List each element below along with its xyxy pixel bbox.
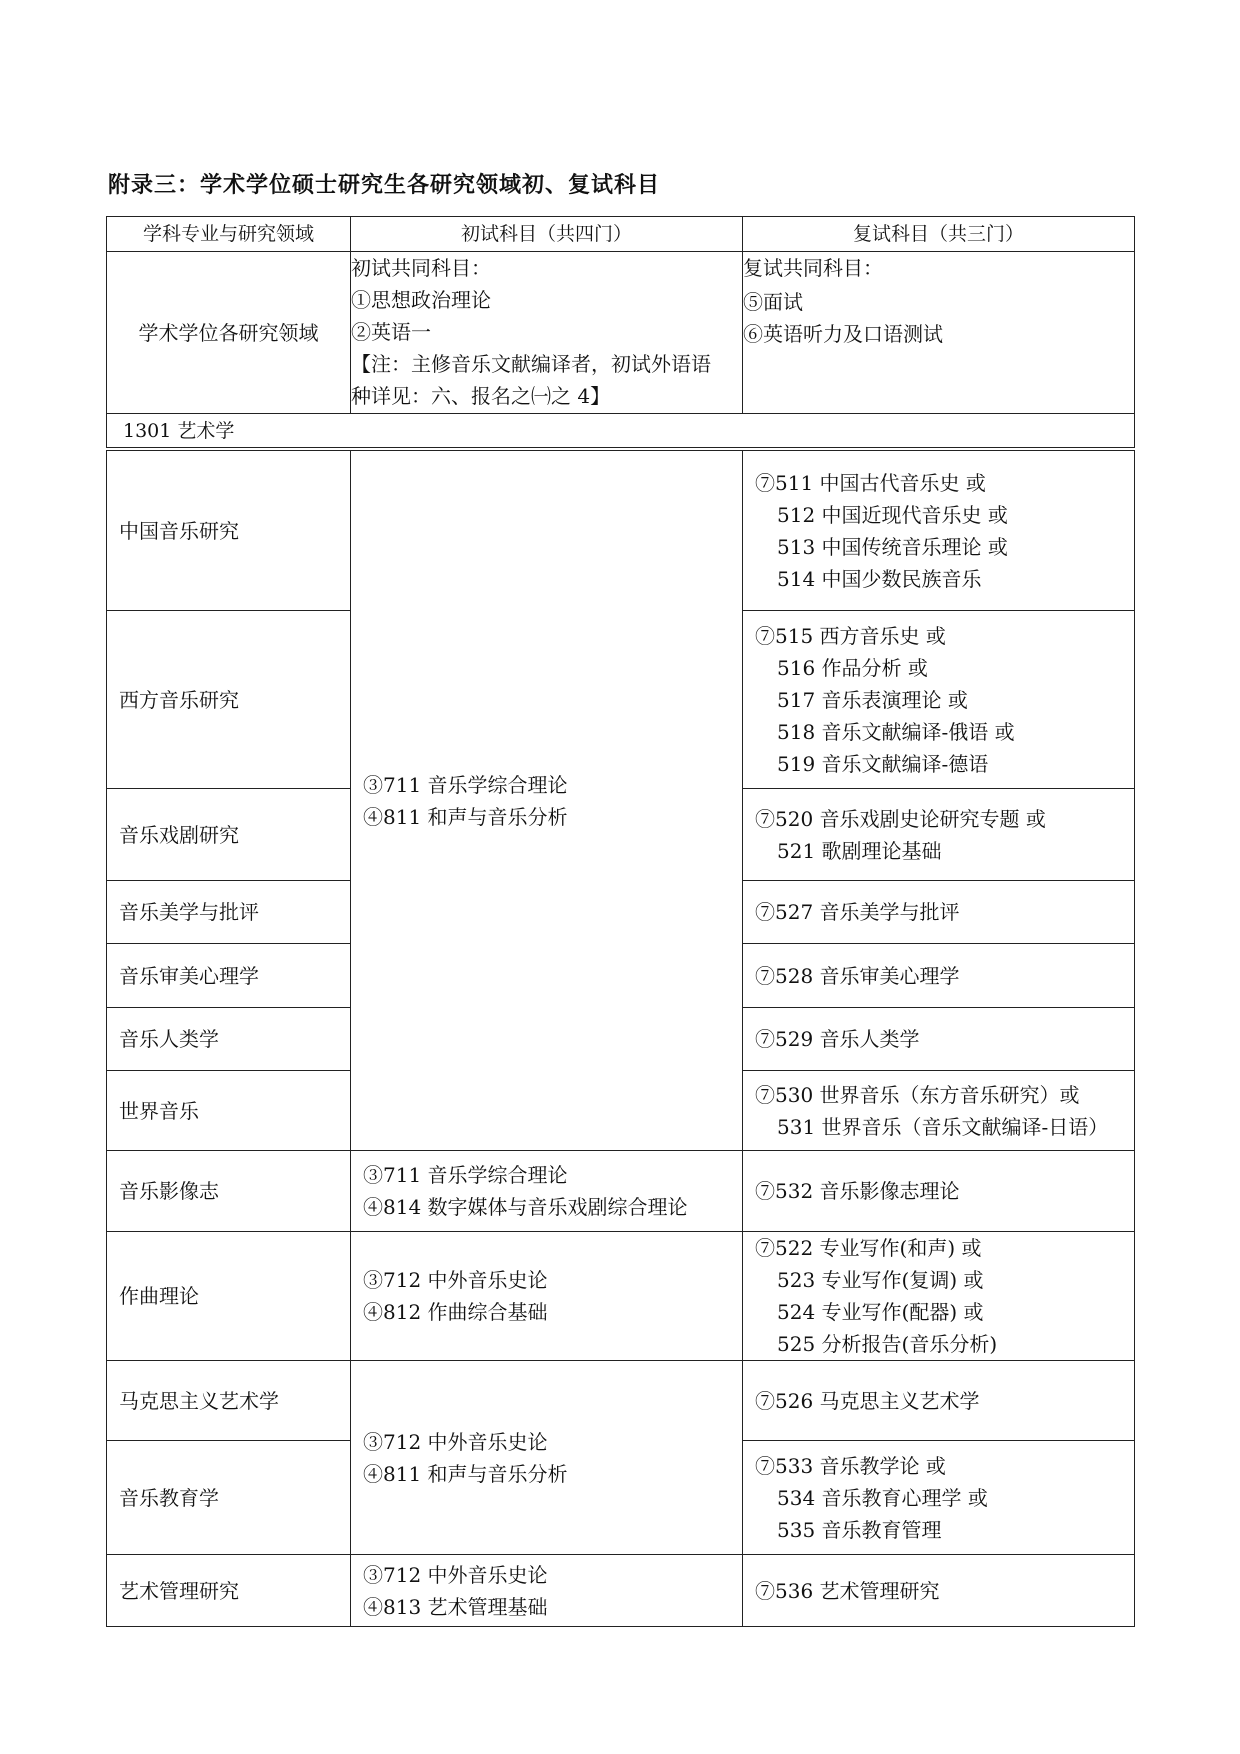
retest-line: 517 音乐表演理论 或	[777, 687, 968, 712]
retest-line: 525 分析报告(音乐分析)	[777, 1332, 998, 1356]
initial-cell	[351, 1232, 743, 1361]
retest-line: 513 中国传统音乐理论 或	[777, 534, 1008, 559]
common-row	[107, 252, 1135, 414]
retest-line: ⑦515 西方音乐史 或	[755, 623, 946, 648]
field-cell: 西方音乐研究	[107, 611, 351, 789]
initial-line: ③711 音乐学综合理论	[363, 1163, 568, 1187]
section-label: 1301 艺术学	[107, 414, 1135, 448]
table-row	[107, 451, 1135, 611]
initial-line: ③712 中外音乐史论	[363, 1429, 548, 1454]
shared-initial-cell	[351, 451, 743, 1151]
shared-initial-cell	[351, 1361, 743, 1555]
initial-line: ④812 作曲综合基础	[363, 1300, 548, 1324]
table-row	[107, 1361, 1135, 1441]
table-header-row	[107, 217, 1135, 252]
common-retest-line: ⑥英语听力及口语测试	[743, 322, 943, 346]
common-initial	[351, 252, 743, 414]
retest-line: 518 音乐文献编译-俄语 或	[777, 719, 1015, 744]
table-row	[107, 1232, 1135, 1361]
field-cell: 马克思主义艺术学	[107, 1361, 351, 1441]
retest-line: 534 音乐教育心理学 或	[777, 1485, 988, 1510]
retest-line: 524 专业写作(配器) 或	[777, 1300, 984, 1324]
retest-line: 514 中国少数民族音乐	[777, 566, 982, 591]
common-retest-line: ⑤面试	[743, 290, 803, 314]
common-initial-line: ①思想政治理论	[351, 288, 491, 312]
retest-line: 521 歌剧理论基础	[777, 838, 942, 863]
header-initial: 初试科目（共四门）	[351, 217, 743, 252]
header-retest: 复试科目（共三门）	[743, 217, 1135, 252]
retest-cell	[743, 611, 1135, 789]
retest-cell: ⑦529 音乐人类学	[743, 1008, 1135, 1071]
common-initial-line: ②英语一	[351, 320, 431, 344]
field-cell: 音乐影像志	[107, 1151, 351, 1232]
initial-line: ④811 和声与音乐分析	[363, 804, 568, 829]
retest-cell: ⑦532 音乐影像志理论	[743, 1151, 1135, 1232]
table-row	[107, 1555, 1135, 1627]
header-table	[106, 216, 1135, 448]
retest-cell: ⑦536 艺术管理研究	[743, 1555, 1135, 1627]
field-cell: 作曲理论	[107, 1232, 351, 1361]
section-row	[107, 414, 1135, 448]
initial-line: ④811 和声与音乐分析	[363, 1461, 568, 1486]
common-retest-line: 复试共同科目：	[743, 256, 883, 280]
retest-line: ⑦530 世界音乐（东方音乐研究）或	[755, 1082, 1080, 1107]
retest-line: 516 作品分析 或	[777, 655, 928, 680]
field-cell: 中国音乐研究	[107, 451, 351, 611]
common-initial-line: 种详见：六、报名之㈠之 4】	[351, 384, 611, 408]
retest-line: ⑦520 音乐戏剧史论研究专题 或	[755, 806, 1046, 831]
initial-line: ③712 中外音乐史论	[363, 1562, 548, 1587]
field-cell: 音乐美学与批评	[107, 881, 351, 944]
initial-line: ③711 音乐学综合理论	[363, 772, 568, 797]
subjects-table	[106, 450, 1135, 1627]
field-cell: 世界音乐	[107, 1071, 351, 1151]
retest-line: 519 音乐文献编译-德语	[777, 751, 989, 776]
field-cell: 艺术管理研究	[107, 1555, 351, 1627]
field-cell: 音乐戏剧研究	[107, 789, 351, 881]
retest-cell: ⑦526 马克思主义艺术学	[743, 1361, 1135, 1441]
common-retest	[743, 252, 1135, 414]
initial-line: ③712 中外音乐史论	[363, 1268, 548, 1292]
initial-line: ④814 数字媒体与音乐戏剧综合理论	[363, 1195, 688, 1219]
header-field: 学科专业与研究领域	[107, 217, 351, 252]
initial-cell	[351, 1151, 743, 1232]
retest-line: ⑦522 专业写作(和声) 或	[755, 1236, 982, 1260]
retest-cell	[743, 1071, 1135, 1151]
page-title: 附录三：学术学位硕士研究生各研究领域初、复试科目	[108, 173, 661, 198]
common-field: 学术学位各研究领域	[107, 252, 351, 414]
retest-line: 523 专业写作(复调) 或	[777, 1268, 984, 1292]
retest-line: 535 音乐教育管理	[777, 1517, 942, 1542]
initial-cell	[351, 1555, 743, 1627]
retest-cell	[743, 1232, 1135, 1361]
retest-cell: ⑦528 音乐审美心理学	[743, 944, 1135, 1008]
field-cell: 音乐审美心理学	[107, 944, 351, 1008]
retest-line: 512 中国近现代音乐史 或	[777, 502, 1008, 527]
retest-line: ⑦533 音乐教学论 或	[755, 1453, 946, 1478]
field-cell: 音乐教育学	[107, 1441, 351, 1555]
retest-cell: ⑦527 音乐美学与批评	[743, 881, 1135, 944]
retest-cell	[743, 451, 1135, 611]
retest-line: ⑦511 中国古代音乐史 或	[755, 470, 986, 495]
table-row	[107, 1151, 1135, 1232]
initial-line: ④813 艺术管理基础	[363, 1594, 548, 1619]
field-cell: 音乐人类学	[107, 1008, 351, 1071]
retest-cell	[743, 1441, 1135, 1555]
common-initial-line: 【注：主修音乐文献编译者，初试外语语	[351, 352, 711, 376]
retest-cell	[743, 789, 1135, 881]
common-initial-line: 初试共同科目：	[351, 256, 491, 280]
retest-line: 531 世界音乐（音乐文献编译-日语）	[777, 1114, 1109, 1139]
